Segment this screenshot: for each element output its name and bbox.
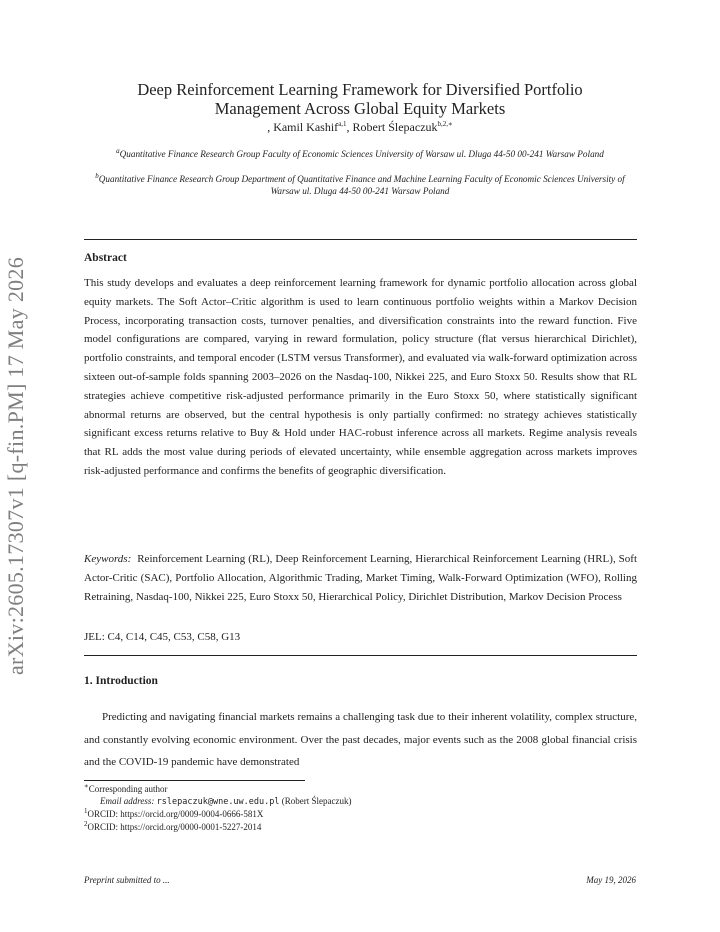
introduction-heading: 1. Introduction <box>84 675 158 687</box>
author-kashif-mark: a,1 <box>338 120 347 128</box>
orcid-1-link[interactable]: ORCID: https://orcid.org/0009-0004-0666-581X <box>87 809 264 819</box>
keywords-text: Reinforcement Learning (RL), Deep Reinforcement Learning, Hierarchical Reinforcement Learning (HRL), Soft Actor-Critic (SAC), Portfolio Allocation, Algorithmic Trading, Market Timing, Walk-Forward Optimization (WFO), Rolling Retraining, Nasdaq-100, Nikkei 225, Euro Stoxx 50, Hierarchical Policy, Dirichlet Distribution, Markov Decision Process <box>84 553 638 603</box>
footnote-corresponding-text: Corresponding author <box>88 784 168 794</box>
footnote-orcid-2 <box>84 821 261 833</box>
affiliation-a-mark: a <box>116 146 120 155</box>
footnote-corresponding <box>84 783 168 795</box>
footnote-email <box>100 795 351 808</box>
arxiv-stamp-text: arXiv:2605.17307v1 [q-fin.PM] 17 May 2026 <box>3 256 28 676</box>
paper-title <box>84 80 636 118</box>
abstract-top-rule <box>84 239 637 240</box>
footer-preprint-note: Preprint submitted to ... <box>84 875 170 885</box>
author-slepaczuk: , Robert Ślepaczuk <box>346 120 438 134</box>
footnote-email-label: Email address: <box>100 796 155 806</box>
author-list <box>84 120 636 134</box>
affiliation-a-text: Quantitative Finance Research Group Faculty of Economic Sciences University of Warsaw ul. Dluga 44-50 00-241 Warsaw Poland <box>119 149 604 159</box>
abstract-bottom-rule <box>84 655 637 656</box>
abstract-text: This study develops and evaluates a deep reinforcement learning framework for dynamic portfolio allocation across global equity markets. The Soft Actor–Critic algorithm is used to learn continuous portfolio weights within a Markov Decision Process, incorporating transaction costs, turnover penalties, and diversification constraints into the reward function. Five model configurations are compared, varying in reward formulation, policy structure (flat versus hierarchical Dirichlet), portfolio constraints, and temporal encoder (LSTM versus Transformer), and evaluated via walk-forward optimization across sixteen out-of-sample folds spanning 2003–2026 on the Nasdaq-100, Nikkei 225, and Euro Stoxx 50. Results show that RL strategies achieve competitive risk-adjusted performance primarily in the Euro Stoxx 50, where statistically significant abnormal returns are observed, but the central hypothesis is only partially confirmed: no strategy achieves statistically significant excess returns relative to Buy & Hold under HAC-robust inference across all markets. Regime analysis reveals that RL adds the most value during periods of elevated uncertainty, while ensemble aggregation across markets improves risk-adjusted performance and confirms the benefits of geographic diversification. <box>84 277 637 477</box>
footnote-orcid-1 <box>84 808 263 820</box>
footnote-rule <box>84 780 305 781</box>
footnote-email-name: (Robert Ślepaczuk) <box>281 796 352 806</box>
keywords-block <box>84 550 637 606</box>
footnote-corresponding-mark: ∗ <box>84 782 89 790</box>
abstract-heading: Abstract <box>84 252 127 264</box>
affiliation-b-mark: b <box>95 171 99 180</box>
title-line-1: Deep Reinforcement Learning Framework for Diversified Portfolio <box>137 80 583 99</box>
jel-codes: JEL: C4, C14, C45, C53, C58, G13 <box>84 631 241 643</box>
footer-date: May 19, 2026 <box>586 875 636 885</box>
affiliation-a <box>84 148 636 160</box>
footnote-orcid-2-mark: 2 <box>84 820 88 828</box>
affiliation-b-text: Quantitative Finance Research Group Department of Quantitative Finance and Machine Learning Faculty of Economic Sciences University of Warsaw ul. Dluga 44-50 00-241 Warsaw Poland <box>98 174 625 196</box>
footnote-orcid-1-mark: 1 <box>84 807 88 815</box>
keywords-label: Keywords: <box>84 553 132 565</box>
affiliation-b <box>84 173 636 197</box>
author-slepaczuk-mark: b,2,∗ <box>437 120 453 128</box>
author-kashif: , Kamil Kashif <box>267 120 339 134</box>
email-address-link[interactable]: rslepaczuk@wne.uw.edu.pl <box>156 797 280 807</box>
introduction-text: Predicting and navigating financial markets remains a challenging task due to their inherent volatility, complex structure, and constantly evolving economic environment. Over the past decades, major events such as the 2008 global financial crisis and the COVID-19 pandemic have demonstrated <box>84 711 637 769</box>
title-line-2: Management Across Global Equity Markets <box>214 99 506 118</box>
orcid-2-link[interactable]: ORCID: https://orcid.org/0000-0001-5227-2014 <box>87 822 262 832</box>
